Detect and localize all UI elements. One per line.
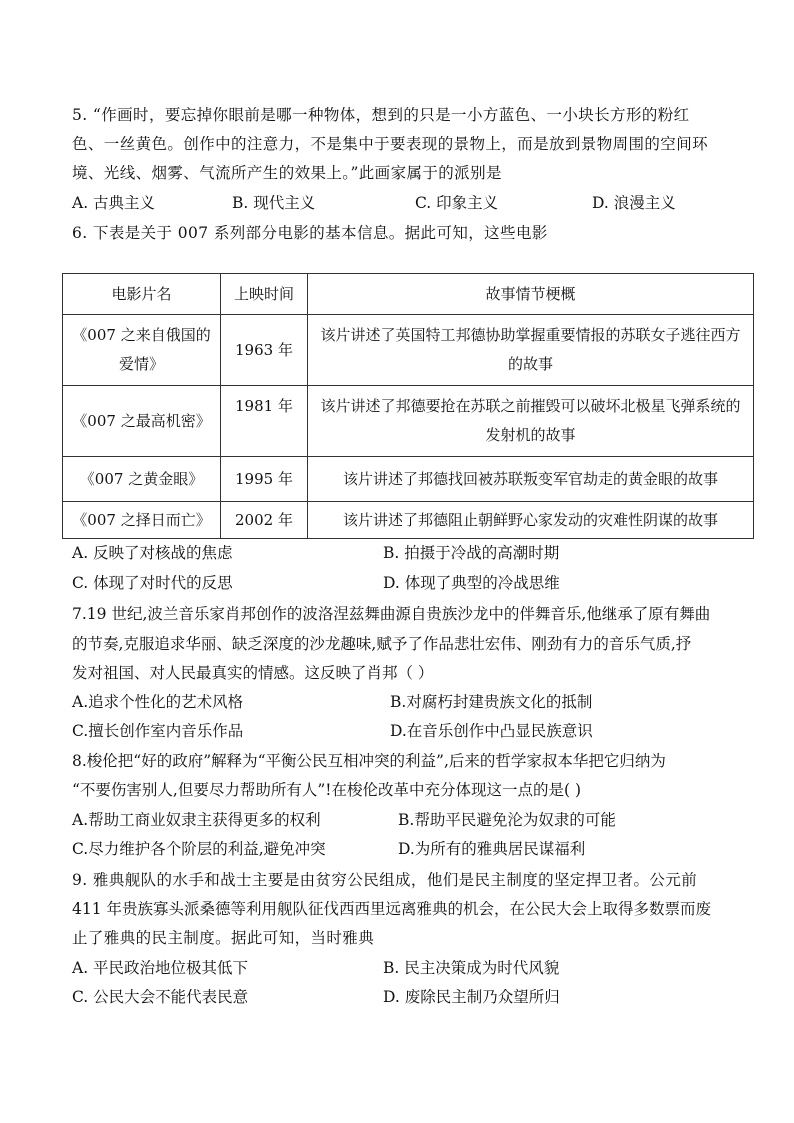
q8-option-d: D.为所有的雅典居民谋福利 [398, 840, 586, 858]
q5-option-a: A. 古典主义 [72, 194, 156, 212]
q7-option-a: A.追求个性化的艺术风格 [72, 693, 244, 711]
q7-stem-line-3: 发对祖国、对人民最真实的情感。这反映了肖邦（ ） [72, 664, 434, 682]
q7-stem-line-1: 7.19 世纪,波兰音乐家肖邦创作的波洛涅兹舞曲源自贵族沙龙中的伴舞音乐,他继承了原有舞曲 [72, 605, 711, 623]
film-plot: 该片讲述了英国特工邦德协助掌握重要情报的苏联女子逃往西方的故事 [308, 315, 754, 386]
q6-stem: 6. 下表是关于 007 系列部分电影的基本信息。据此可知，这些电影 [72, 224, 548, 242]
q8-option-a: A.帮助工商业奴隶主获得更多的权利 [72, 811, 321, 829]
q8-option-c: C.尽力维护各个阶层的利益,避免冲突 [72, 840, 326, 858]
q9-stem-line-1: 9. 雅典舰队的水手和战士主要是由贫穷公民组成，他们是民主制度的坚定捍卫者。公元前 [72, 871, 698, 889]
film-year: 1981 年 [221, 386, 308, 457]
q8-stem-line-1: 8.梭伦把“好的政府”解释为“平衡公民互相冲突的利益”,后来的哲学家叔本华把它归纳为 [72, 752, 666, 770]
q6-option-b: B. 拍摄于冷战的高潮时期 [383, 544, 560, 562]
q7-option-c: C.擅长创作室内音乐作品 [72, 722, 244, 740]
film-plot: 该片讲述了邦德要抢在苏联之前摧毁可以破坏北极星飞弹系统的发射机的故事 [308, 386, 754, 457]
q9-option-c: C. 公民大会不能代表民意 [72, 988, 249, 1006]
header-plot: 故事情节梗概 [308, 274, 754, 315]
q9-option-d: D. 废除民主制乃众望所归 [383, 988, 560, 1006]
q5-option-d: D. 浪漫主义 [592, 194, 676, 212]
q7-stem-line-2: 的节奏,克服追求华丽、缺乏深度的沙龙趣味,赋予了作品悲壮宏伟、刚劲有力的音乐气质,抒 [72, 635, 692, 653]
q5-stem-line-2: 色、一丝黄色。创作中的注意力，不是集中于要表现的景物上，而是放到景物周围的空间环 [72, 135, 709, 153]
table-header-row [63, 274, 754, 315]
film-title: 《007 之最高机密》 [63, 386, 221, 457]
q8-stem-line-2: “不要伤害别人,但要尽力帮助所有人”!在梭伦改革中充分体现这一点的是( ) [72, 781, 582, 799]
q9-option-a: A. 平民政治地位极其低下 [72, 959, 249, 977]
q7-option-d: D.在音乐创作中凸显民族意识 [390, 722, 593, 740]
film-year: 2002 年 [221, 502, 308, 539]
q5-stem-line-3: 境、光线、烟雾、气流所产生的效果上。”此画家属于的派别是 [72, 164, 502, 182]
q6-option-c: C. 体现了对时代的反思 [72, 574, 233, 592]
q9-option-b: B. 民主决策成为时代风貌 [383, 959, 560, 977]
header-film-title: 电影片名 [63, 274, 221, 315]
table-row [63, 315, 754, 386]
table-row [63, 502, 754, 539]
film-plot: 该片讲述了邦德找回被苏联叛变军官劫走的黄金眼的故事 [308, 457, 754, 502]
q5-option-c: C. 印象主义 [415, 194, 499, 212]
q5-stem-line-1: 5. “作画时，要忘掉你眼前是哪一种物体，想到的只是一小方蓝色、一小块长方形的粉红 [72, 106, 690, 124]
q9-stem-line-2: 411 年贵族寡头派桑德等利用舰队征伐西西里远离雅典的机会，在公民大会上取得多数票而废 [72, 900, 712, 918]
film-year: 1963 年 [221, 315, 308, 386]
q8-option-b: B.帮助平民避免沦为奴隶的可能 [398, 811, 616, 829]
table-row [63, 457, 754, 502]
film-title: 《007 之黄金眼》 [63, 457, 221, 502]
film-title: 《007 之来自俄国的爱情》 [63, 315, 221, 386]
q7-option-b: B.对腐朽封建贵族文化的抵制 [390, 693, 593, 711]
film-table [62, 273, 754, 539]
q9-stem-line-3: 止了雅典的民主制度。据此可知，当时雅典 [72, 929, 375, 947]
header-release-year: 上映时间 [221, 274, 308, 315]
film-plot: 该片讲述了邦德阻止朝鲜野心家发动的灾难性阴谋的故事 [308, 502, 754, 539]
table-row [63, 386, 754, 457]
q6-option-d: D. 体现了典型的冷战思维 [383, 574, 560, 592]
film-title: 《007 之择日而亡》 [63, 502, 221, 539]
q5-option-b: B. 现代主义 [232, 194, 316, 212]
q6-option-a: A. 反映了对核战的焦虑 [72, 544, 233, 562]
film-year: 1995 年 [221, 457, 308, 502]
